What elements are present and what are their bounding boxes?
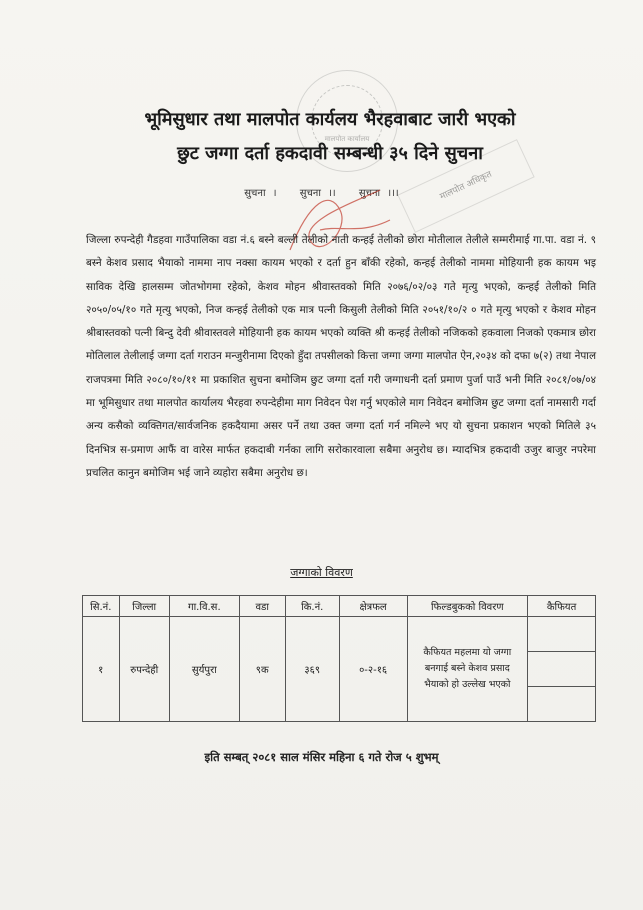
col-area: क्षेत्रफल xyxy=(339,596,407,617)
notice-body xyxy=(86,229,596,485)
cell-district: रुपन्देही xyxy=(119,617,169,722)
seal-text: मालपोत कार्यालय xyxy=(324,135,370,143)
col-vdc: गा.वि.स. xyxy=(169,596,239,617)
col-fieldbook: फिल्डबुकको विवरण xyxy=(407,596,528,617)
notice-mark-2: सुचना ।। xyxy=(299,188,336,199)
cell-sn: १ xyxy=(83,617,120,722)
stamp-text: मालपोत अधिकृत xyxy=(438,169,494,203)
title-line-2: छुट जग्गा दर्ता हकदावी सम्बन्धी ३५ दिने सुचना xyxy=(177,143,483,164)
cell-fieldbook: कैफियत महलमा यो जग्गा बनगाई बस्ने केशव प्रसाद भैयाको हो उल्लेख भएको xyxy=(407,617,528,722)
remarks-split-top xyxy=(528,617,595,652)
footer-date: इति सम्बत् २०८१ साल मंसिर महिना ६ गते रोज ५ शुभम् xyxy=(204,750,439,764)
cell-ward: ९क xyxy=(239,617,285,722)
remarks-split-mid xyxy=(528,652,595,687)
cell-vdc: सुर्यपुरा xyxy=(169,617,239,722)
notice-mark-1: सुचना । xyxy=(244,188,277,199)
cell-kitta: ३६९ xyxy=(285,617,339,722)
col-sn: सि.नं. xyxy=(83,596,120,617)
table-row xyxy=(83,617,596,722)
notice-body-text: जिल्ला रुपन्देही गैडहवा गाउँपालिका वडा नं.६ बस्ने बल्ली तेलीको नाती कन्हई तेलीको छोरा मोतीलाल तेलीले सम्मरीमाई गा.पा. वडा नं. ९ बस्ने केशव प्रसाद भैयाको नाममा नाप नक्सा कायम भएको र दर्ता हुन बाँकी रहेको, कन्हई तेलीको नाममा मोहियानी हक कायम भइ साविक देखि हालसम्म जोतभोगमा रहेको, केशव मोहन श्रीवास्तवको मिति २०७६/०२/०३ गते मृत्यु भएको, कन्हई तेलीको मिति २०५०/०५/१० गते मृत्यु भएको, निज कन्हई तेलीको एक मात्र पत्नी किसुली तेलीको मिति २०५१/१०/२ ० गते मृत्यु भएको र केशव मोहन श्रीबास्तवको पत्नी बिन्दु देवी श्रीवास्तवले मोहियानी हक कायम भएको व्यक्ति श्री कन्हई तेलीको नजिकको हकवाला निजको एकमात्र छोरा मोतिलाल तेलीलाई जग्गा दर्ता गराउन मन्जुरीनामा दिएको हुँदा तपसीलको कित्ता जग्गा जग्गा मालपोत ऐन,२०३४ को दफा ७(२) तथा नेपाल राजपत्रमा मिति २०८०/१०/११ मा प्रकाशित सुचना बमोजिम छुट जग्गा दर्ता गरी जग्गाधनी दर्ता प्रमाण पुर्जा पाउँ भनी मिति २०८१/०७/०४ मा भूमिसुधार तथा मालपोत कार्यालय भैरहवा रुपन्देहीमा माग निवेदन पेश गर्नु भएकोले माग निवेदन बमोजिम छुट जग्गा दर्ता नामसारी गर्दा अन्य कसैको व्यक्तिगत/सार्वजनिक हकदैयामा असर पर्ने तथा उक्त जग्गा दर्ता गर्न नमिल्ने भए यो सुचना प्रकाशन भएको मितिले ३५ दिनभित्र स-प्रमाण आफैं वा वारेस मार्फत हकदाबी गर्नका लागि सरोकारवाला सबैमा अनुरोध छ। म्यादभित्र हकदावी उजुर बाजुर नपरेमा प्रचलित कानुन बमोजिम भई जाने व्यहोरा सबैमा अनुरोध छ। xyxy=(86,234,596,479)
col-remarks: कैफियत xyxy=(528,596,596,617)
land-details-table xyxy=(82,595,596,722)
remarks-split-bottom xyxy=(528,687,595,721)
land-details-heading: जग्गाको विवरण xyxy=(290,566,353,579)
col-ward: वडा xyxy=(239,596,285,617)
title-line-1: भूमिसुधार तथा मालपोत कार्यलय भैरहवाबाट जारी भएको xyxy=(144,109,516,130)
notice-mark-3: सुचना ।।। xyxy=(358,188,399,199)
cell-area: ०-२-१६ xyxy=(339,617,407,722)
table-header-row xyxy=(83,596,596,617)
cell-remarks xyxy=(528,617,596,722)
col-district: जिल्ला xyxy=(119,596,169,617)
col-kitta: कि.नं. xyxy=(285,596,339,617)
